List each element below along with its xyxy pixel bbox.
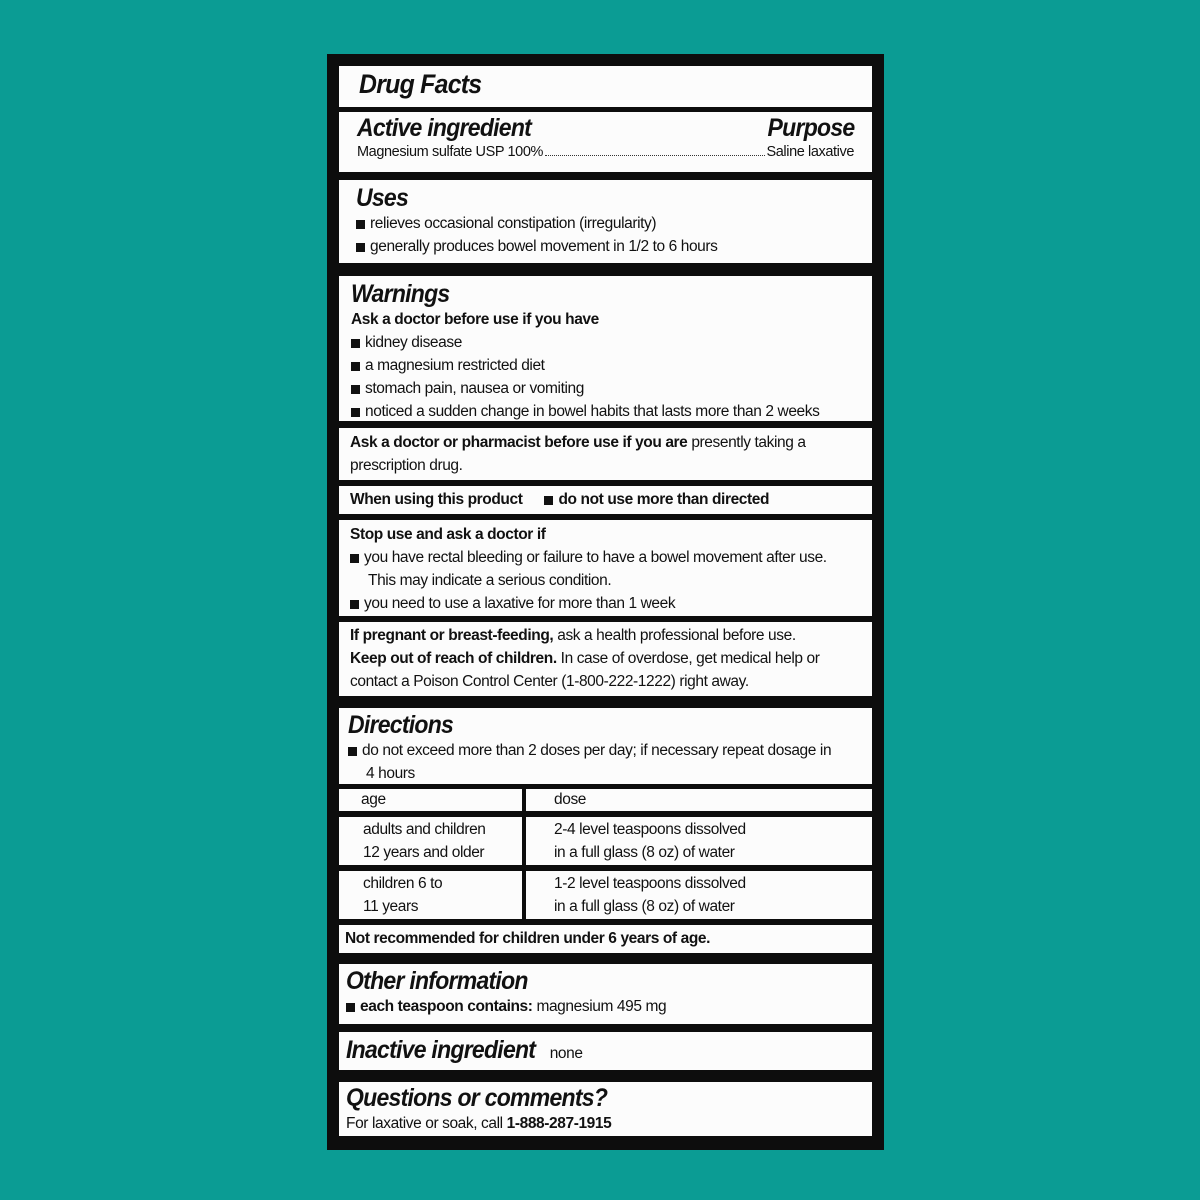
pharmacist-warning-text: presently taking a bbox=[687, 434, 806, 451]
bullet-icon bbox=[544, 496, 553, 505]
questions-heading: Questions or comments? bbox=[346, 1084, 608, 1112]
table-cell-age bbox=[339, 871, 522, 919]
active-ingredient-heading: Active ingredient bbox=[357, 114, 532, 142]
warning-item: kidney disease bbox=[365, 334, 462, 351]
dose-line: 1-2 level teaspoons dissolved bbox=[554, 875, 746, 892]
warnings-heading: Warnings bbox=[351, 280, 450, 308]
warning-item: a magnesium restricted diet bbox=[365, 357, 545, 374]
age-line: children 6 to bbox=[363, 875, 443, 892]
bullet-icon bbox=[348, 747, 357, 756]
other-info-bold: each teaspoon contains: bbox=[360, 998, 533, 1015]
questions-phone: 1-888-287-1915 bbox=[506, 1115, 612, 1132]
bullet-icon bbox=[351, 408, 360, 417]
directions-item-continued: 4 hours bbox=[366, 765, 415, 782]
uses-item: relieves occasional constipation (irregularity) bbox=[370, 215, 657, 232]
questions-text: For laxative or soak, call bbox=[346, 1115, 507, 1132]
bullet-icon bbox=[351, 362, 360, 371]
pregnant-bold: If pregnant or breast-feeding, bbox=[350, 627, 554, 644]
table-cell-age bbox=[339, 817, 522, 865]
other-information-section bbox=[339, 964, 872, 1024]
children-note-section bbox=[339, 925, 872, 953]
bullet-icon bbox=[350, 554, 359, 563]
age-line: 11 years bbox=[363, 898, 419, 915]
bullet-icon bbox=[350, 600, 359, 609]
uses-section bbox=[339, 180, 872, 263]
age-line: adults and children bbox=[363, 821, 486, 838]
inactive-ingredient-heading: Inactive ingredient bbox=[346, 1036, 536, 1064]
warning-item: stomach pain, nausea or vomiting bbox=[365, 380, 584, 397]
other-information-heading: Other information bbox=[346, 967, 528, 995]
keep-out-text: In case of overdose, get medical help or bbox=[556, 650, 820, 667]
uses-item: generally produces bowel movement in 1/2 to 6 hours bbox=[370, 238, 718, 255]
when-using-heading: When using this product bbox=[350, 491, 523, 508]
table-cell-dose bbox=[526, 871, 872, 919]
warning-item: noticed a sudden change in bowel habits that lasts more than 2 weeks bbox=[365, 403, 820, 420]
active-ingredient-section bbox=[339, 112, 872, 172]
drug-facts-label bbox=[327, 54, 884, 1150]
keep-out-bold: Keep out of reach of children. bbox=[350, 650, 557, 667]
children-note: Not recommended for children under 6 years of age. bbox=[345, 930, 711, 947]
pharmacist-warning-bold: Ask a doctor or pharmacist before use if you are bbox=[350, 434, 688, 451]
when-using-section bbox=[339, 486, 872, 514]
table-header-age: age bbox=[339, 789, 522, 811]
bullet-icon bbox=[346, 1003, 355, 1012]
bullet-icon bbox=[356, 220, 365, 229]
dose-line: in a full glass (8 oz) of water bbox=[554, 898, 735, 915]
pharmacist-warning-line2: prescription drug. bbox=[350, 457, 463, 474]
dose-line: in a full glass (8 oz) of water bbox=[554, 844, 735, 861]
bullet-icon bbox=[351, 339, 360, 348]
when-using-item: do not use more than directed bbox=[558, 491, 770, 508]
directions-item: do not exceed more than 2 doses per day; if necessary repeat dosage in bbox=[362, 742, 832, 759]
pharmacist-warning-section bbox=[339, 428, 872, 480]
directions-heading: Directions bbox=[348, 711, 454, 739]
drug-facts-title: Drug Facts bbox=[359, 69, 482, 99]
bullet-icon bbox=[356, 243, 365, 252]
questions-section bbox=[339, 1082, 872, 1136]
other-info-text: magnesium 495 mg bbox=[532, 998, 667, 1015]
stop-use-item: you have rectal bleeding or failure to have a bowel movement after use. bbox=[364, 549, 827, 566]
table-header-dose: dose bbox=[526, 789, 872, 811]
stop-use-item-continued: This may indicate a serious condition. bbox=[368, 572, 612, 589]
directions-section bbox=[339, 708, 872, 784]
stop-use-section bbox=[339, 520, 872, 616]
poison-control-text: contact a Poison Control Center (1-800-222-1222) right away. bbox=[350, 673, 749, 690]
leader-dots bbox=[545, 154, 765, 156]
bullet-icon bbox=[351, 385, 360, 394]
table-cell-dose bbox=[526, 817, 872, 865]
warnings-section bbox=[339, 276, 872, 421]
inactive-ingredient-value: none bbox=[549, 1045, 583, 1062]
stop-use-heading: Stop use and ask a doctor if bbox=[350, 526, 546, 543]
inactive-ingredient-section bbox=[339, 1032, 872, 1070]
uses-heading: Uses bbox=[356, 184, 409, 212]
age-line: 12 years and older bbox=[363, 844, 485, 861]
active-ingredient-purpose: Saline laxative bbox=[766, 144, 854, 160]
pregnant-text: ask a health professional before use. bbox=[553, 627, 796, 644]
stop-use-item: you need to use a laxative for more than 1 week bbox=[364, 595, 676, 612]
ask-doctor-heading: Ask a doctor before use if you have bbox=[351, 311, 599, 328]
pregnancy-children-section bbox=[339, 622, 872, 696]
active-ingredient-name: Magnesium sulfate USP 100% bbox=[357, 144, 543, 160]
title-section bbox=[339, 66, 872, 107]
dose-line: 2-4 level teaspoons dissolved bbox=[554, 821, 746, 838]
purpose-heading: Purpose bbox=[767, 114, 854, 142]
